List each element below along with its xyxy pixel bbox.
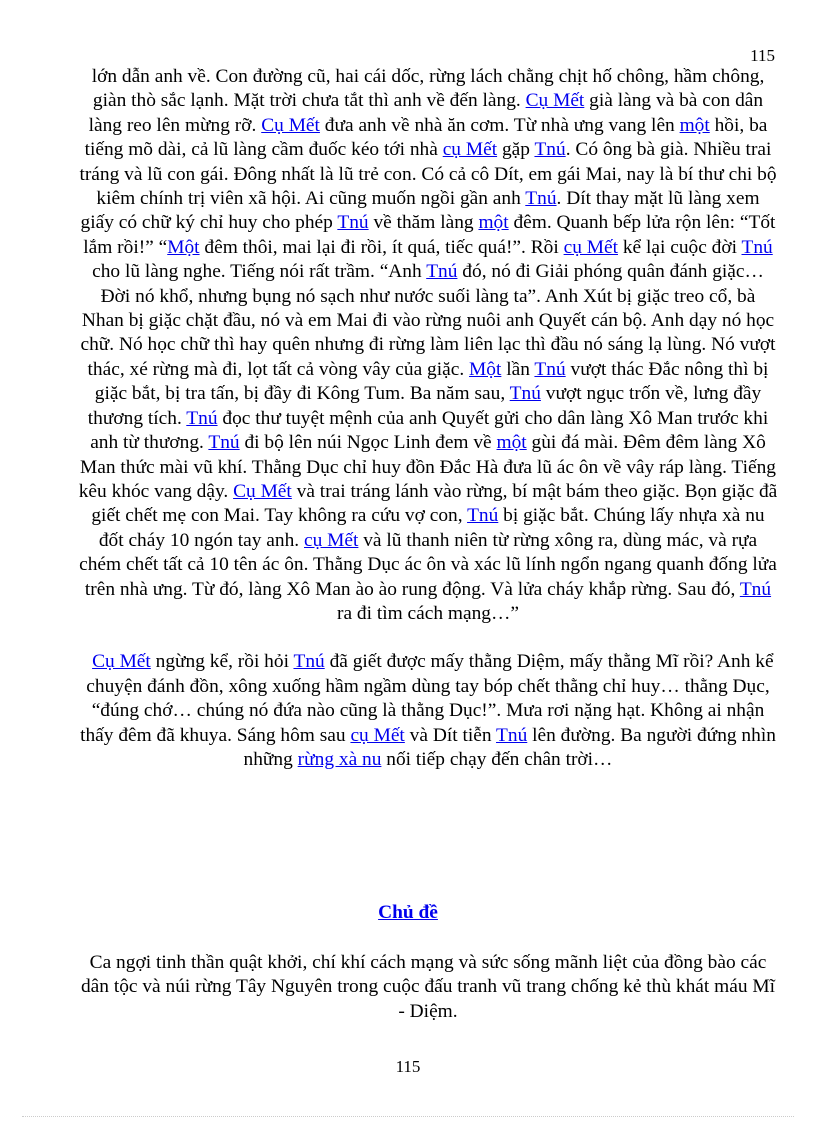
- inline-link[interactable]: cụ Mết: [442, 139, 498, 161]
- inline-link[interactable]: Tnú: [525, 188, 557, 210]
- page-number-top: 115: [750, 46, 775, 65]
- text-run: nối tiếp chạy đến chân trời…: [381, 748, 613, 770]
- theme-paragraph: [80, 951, 776, 1024]
- inline-link[interactable]: Tnú: [186, 407, 218, 429]
- inline-link[interactable]: Tnú: [509, 383, 541, 405]
- text-run: vượt ngục trốn về, lưng đầy thương tích.: [87, 383, 762, 429]
- text-run: lần: [501, 358, 535, 380]
- inline-link[interactable]: cụ Mết: [304, 529, 359, 551]
- theme-text: Ca ngợi tinh thần quật khởi, chí khí cách mạng và sức sống mãnh liệt của đồng bào các dân tộc và núi rừng Tây Nguyên trong cuộc đấu tranh vũ trang chống kẻ thù khát máu Mĩ - Diệm.: [80, 952, 776, 1022]
- inline-link[interactable]: Cụ Mết: [233, 480, 292, 502]
- inline-link[interactable]: một: [679, 114, 710, 136]
- text-run: đưa anh về nhà ăn cơm. Từ nhà ưng vang lên: [319, 114, 680, 136]
- text-run: lên đường. Ba người đứng nhìn những: [243, 724, 776, 770]
- text-run: vượt thác Đắc nông thì bị giặc bắt, bị tra tấn, bị đầy đi Kông Tum. Ba năm sau,: [94, 358, 769, 405]
- inline-link[interactable]: Tnú: [337, 212, 369, 234]
- inline-link[interactable]: cụ Mết: [563, 236, 618, 258]
- summary-paragraph-1: [78, 65, 778, 626]
- text-run: . Có ông bà già. Nhiều trai tráng và lũ con gái. Đông nhất là lũ trẻ con. Có cả cô Dít, em gái Mai, nay là bí thư chi bộ kiêm chính trị viên xã hội. Ai cũng muốn ngồi gần anh: [79, 139, 777, 210]
- text-run: lớn dẫn anh về. Con đường cũ, hai cái dốc, rừng lách chằng chịt hố chông, hầm chông, giàn thò sắc lạnh. Mặt trời chưa tắt thì anh về đến làng.: [91, 66, 765, 112]
- text-run: gặp: [497, 139, 535, 161]
- inline-link[interactable]: Cụ Mết: [261, 114, 320, 136]
- inline-link[interactable]: Một: [167, 236, 200, 258]
- text-run: hồi, ba tiếng mõ dài, cả lũ làng cầm đuốc kéo tới nhà: [84, 114, 768, 161]
- text-run: ngừng kể, rồi hỏi: [150, 651, 294, 673]
- inline-link[interactable]: cụ Mết: [350, 724, 405, 746]
- text-run: đó, nó đi Giải phóng quân đánh giặc… Đời nó khổ, nhưng bụng nó sạch như nước suối làng ta”. Anh Xút bị giặc treo cổ, bà Nhan bị giặc chặt đầu, nó và em Mai đi vào rừng nuôi anh Quyết cán bộ. Anh dạy nó học chữ. Nó học chữ thì hay quên nhưng đi rừng làm liên lạc thì đầu nó sáng lạ lùng. Nó vượt thác, xé rừng mà đi, lọt tất cả vòng vây của giặc.: [80, 261, 776, 380]
- text-run: già làng và bà con dân làng reo lên mừng rỡ.: [88, 90, 764, 136]
- inline-link[interactable]: Cụ Mết: [525, 90, 585, 112]
- page-number-bottom: 115: [395, 1057, 421, 1076]
- inline-link[interactable]: Cụ Mết: [92, 651, 151, 673]
- text-run: đi bộ lên núi Ngọc Linh đem về: [239, 432, 497, 454]
- inline-link[interactable]: Tnú: [741, 236, 773, 258]
- inline-link[interactable]: Một: [469, 358, 502, 380]
- inline-link[interactable]: rừng xà nu: [297, 748, 382, 770]
- inline-link[interactable]: Tnú: [739, 578, 772, 600]
- text-run: bị giặc bắt. Chúng lấy nhựa xà nu đốt cháy 10 ngón tay anh.: [98, 505, 765, 551]
- text-run: về thăm làng: [368, 212, 479, 234]
- text-run: và Dít tiễn: [404, 724, 497, 746]
- text-run: . Dít thay mặt lũ làng xem giấy có chữ ký chỉ huy cho phép: [80, 188, 760, 234]
- text-run: đọc thư tuyệt mệnh của anh Quyết gửi cho dân làng Xô Man trước khi anh từ thương.: [90, 407, 769, 454]
- inline-link[interactable]: Tnú: [496, 724, 528, 746]
- inline-link[interactable]: Tnú: [208, 432, 240, 454]
- text-run: cho lũ làng nghe. Tiếng nói rất trầm. “Anh: [92, 261, 427, 283]
- page-footer-rule: [22, 1116, 794, 1117]
- inline-link[interactable]: Tnú: [426, 261, 458, 283]
- text-run: và lũ thanh niên từ rừng xông ra, dùng mác, và rựa chém chết tất cả 10 tên ác ôn. Thằng Dục ác ôn và xác lũ lính ngổn ngang quanh đống lửa trên nhà ưng. Từ đó, làng Xô Man ào ào rung động. Và lửa cháy khắp rừng. Sau đó,: [79, 529, 777, 600]
- text-run: và trai tráng lánh vào rừng, bí mật bám theo giặc. Bọn giặc đã giết chết mẹ con Mai. Tay không ra cứu vợ con,: [91, 480, 778, 527]
- text-run: ra đi tìm cách mạng…”: [337, 602, 519, 624]
- text-run: gùi đá mài. Đêm đêm làng Xô Man thức mài vũ khí. Thằng Dục chỉ huy đồn Đắc Hà đưa lũ ác ôn về vây ráp làng. Tiếng kêu khóc vang dậy.: [78, 432, 776, 502]
- story-summary: [78, 65, 778, 772]
- inline-link[interactable]: một: [478, 212, 509, 234]
- inline-link[interactable]: Tnú: [534, 139, 566, 161]
- theme-heading: [0, 902, 816, 924]
- text-run: đêm. Quanh bếp lửa rộn lên: “Tốt lắm rồi!” “: [83, 212, 776, 258]
- text-run: đã giết được mấy thằng Diệm, mấy thằng Mĩ rồi? Anh kể chuyện đánh đồn, xông xuống hầm ngầm dùng tay bóp chết thằng chỉ huy… thằng Dục, “đúng chớ… chúng nó đứa nào cũng là thằng Dục!”. Mưa rơi nặng hạt. Không ai nhận thấy đêm đã khuya. Sáng hôm sau: [80, 651, 774, 746]
- text-run: kể lại cuộc đời: [617, 236, 742, 258]
- theme-heading-link[interactable]: Chủ đề: [378, 902, 438, 923]
- inline-link[interactable]: Tnú: [534, 358, 566, 380]
- text-run: đêm thôi, mai lại đi rồi, ít quá, tiếc quá!”. Rồi: [199, 236, 564, 258]
- inline-link[interactable]: Tnú: [467, 505, 499, 527]
- summary-paragraph-2: [78, 650, 778, 772]
- inline-link[interactable]: một: [496, 432, 527, 454]
- inline-link[interactable]: Tnú: [293, 651, 325, 673]
